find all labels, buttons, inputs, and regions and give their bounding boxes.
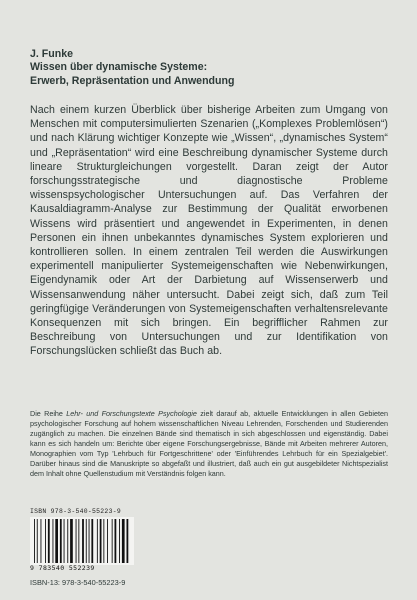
- isbn-label: ISBN 978-3-540-55223-9: [30, 508, 121, 515]
- barcode-block: [30, 508, 134, 587]
- isbn-13-label: ISBN-13: 978-3-540-55223-9: [30, 578, 126, 587]
- abstract-paragraph: Nach einem kurzen Überblick über bisherige Arbeiten zum Umgang von Menschen mit computersimulierten Szenarien („Komplexes Problemlösen“) und nach Klärung wichtiger Konzepte wie „Wissen“, „dynamisches System“ und „Repräsentation“ wird eine Beschreibung dynamischer Systeme durch lineare Strukturgleichungen vorgestellt. Daran zeigt der Autor forschungsstrategische und diagnostische Probleme wissenspsychologischer Untersuchungen auf. Das Verfahren der Kausaldiagramm-Analyse zur Bestimmung der Qualität erworbenen Wissens wird präsentiert und angewendet in Experimenten, in denen Personen ein ihnen unbekanntes dynamisches System explorieren und kontrollieren sollen. In einem zentralen Teil werden die Auswirkungen experimentell manipulierter Systemeigenschaften wie Nebenwirkungen, Eigendynamik oder Art der Darbietung auf Wissenserwerb und Wissensanwendung näher untersucht. Dabei zeigt sich, daß zum Teil geringfügige Veränderungen von Systemeigenschaften verhaltensrelevante Konsequenzen mit sich bringen. Ein begrifflicher Rahmen zur Beschreibung von Untersuchungen und zur Identifikation von Forschungslücken schließt das Buch ab.: [30, 104, 388, 358]
- series-prefix: Die Reihe: [30, 409, 67, 418]
- author-name: J. Funke: [30, 48, 73, 60]
- cover-text-block: [30, 48, 390, 359]
- book-title-line-2: Erwerb, Repräsentation und Anwendung: [30, 74, 235, 87]
- series-description: [30, 409, 388, 479]
- barcode-icon: [30, 517, 134, 565]
- abstract: [30, 103, 390, 359]
- book-title-line-1: Wissen über dynamische Systeme:: [30, 61, 208, 73]
- series-text: zielt darauf ab, aktuelle Entwicklungen in allen Gebieten psychologischer Forschung auf hohem wissenschaftlichen Niveau Lehrenden, Forschenden und Studierenden zugänglich zu machen. Die einzelnen Bände sind thematisch in sich abgeschlossen und eigenständig. Dabei kann es sich handeln um: Berichte über eigene Forschungsergebnisse, Bände mit Arbeiten mehrerer Autoren, Monographien vom Typ 'Lehrbuch für Fortgeschrittene' oder 'Einführendes Lehrbuch für ein Spezialgebiet'. Darüber hinaus sind die Manuskripte so abgefaßt und illustriert, daß auch ein gut ausgebildeter Nichtspezialist dem Inhalt ohne Quellenstudium mit Verständnis folgen kann.: [30, 409, 389, 478]
- series-name: Lehr- und Forschungstexte Psychologie: [66, 409, 197, 418]
- barcode-digits: 9 783540 552239: [30, 564, 95, 572]
